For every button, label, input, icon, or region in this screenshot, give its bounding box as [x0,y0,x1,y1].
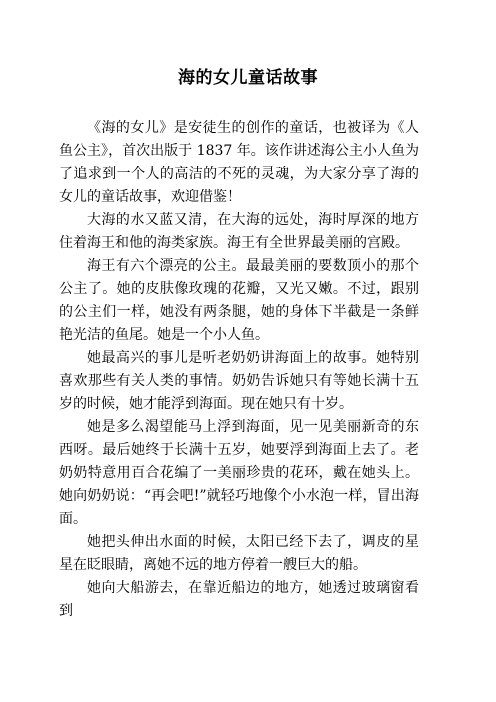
document-body [59,117,419,623]
paragraph: 她是多么渴望能马上浮到海面，见一见美丽新奇的东西呀。最后她终于长满十五岁，她要浮到海面上去了。老奶奶特意用百合花编了一美丽珍贵的花环，戴在她头上。她向奶奶说：“再会吧!”就轻巧地像个小水泡一样，冒出海面。 [59,419,419,527]
paragraph: 《海的女儿》是安徒生的创作的童话，也被译为《人鱼公主》，首次出版于 1837 年。该作讲述海公主小人鱼为了追求到一个人的高洁的不死的灵魂，为大家分享了海的女儿的童话故事，欢迎借鉴！ [59,120,419,205]
paragraph: 她向大船游去，在靠近船边的地方，她透过玻璃窗看到 [59,580,419,619]
paragraph: 海王有六个漂亮的公主。最最美丽的要数顶小的那个公主了。她的皮肤像玫瑰的花瓣，又光又嫩。不过，跟别的公主们一样，她没有两条腿，她的身体下半截是一条鲜艳光洁的鱼尾。她是一个小人鱼。 [59,258,419,343]
paragraph: 大海的水又蓝又清，在大海的远处，海时厚深的地方住着海王和他的海类家族。海王有全世界最美丽的宫殿。 [59,212,419,251]
paragraph: 她最高兴的事儿是听老奶奶讲海面上的故事。她特别喜欢那些有关人类的事情。奶奶告诉她只有等她长满十五岁的时候，她才能浮到海面。现在她只有十岁。 [59,350,419,412]
document-title: 海的女儿童话故事 [178,68,318,88]
paragraph: 她把头伸出水面的时候，太阳已经下去了，调皮的星星在眨眼睛，离她不远的地方停着一艘巨大的船。 [59,534,419,573]
